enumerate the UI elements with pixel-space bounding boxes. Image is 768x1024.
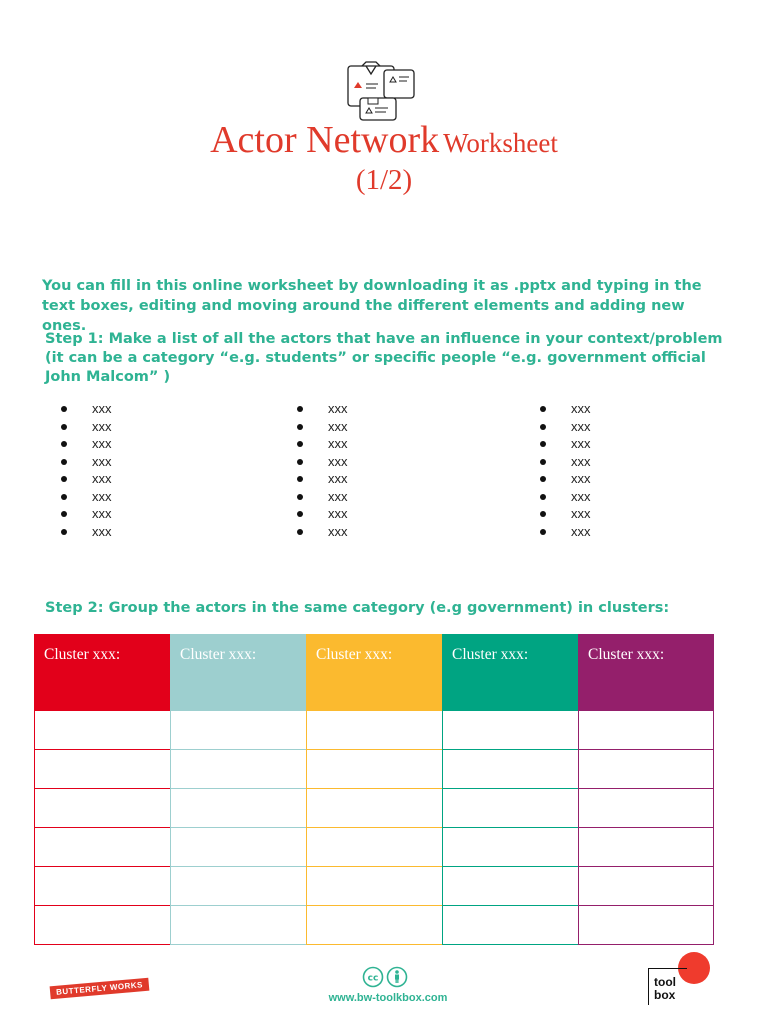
cluster-cell[interactable] [306, 750, 442, 789]
cluster-column [306, 634, 442, 946]
logo-line-2: box [654, 988, 676, 1002]
intro-text: You can fill in this online worksheet by downloading it as .pptx and typing in the text boxes, editing and moving around the different elements and adding new ones. [42, 278, 702, 334]
actor-list-3 [540, 400, 591, 540]
step2-instruction: Step 2: Group the actors in the same category (e.g government) in clusters: [45, 600, 670, 616]
cluster-cell[interactable] [34, 750, 170, 789]
list-item[interactable]: xxx [297, 400, 348, 418]
creative-commons-icon [362, 966, 414, 988]
list-item[interactable]: xxx [540, 523, 591, 541]
cluster-header[interactable]: Cluster xxx: [442, 634, 578, 711]
cluster-cell[interactable] [578, 906, 714, 945]
cluster-cell[interactable] [170, 750, 306, 789]
cluster-cell[interactable] [578, 750, 714, 789]
cluster-cell[interactable] [170, 906, 306, 945]
cluster-column [442, 634, 578, 946]
list-item[interactable]: xxx [540, 470, 591, 488]
cluster-cell[interactable] [34, 906, 170, 945]
actor-list-1 [61, 400, 112, 540]
title-main: Actor Network [210, 119, 440, 161]
cluster-header[interactable]: Cluster xxx: [578, 634, 714, 711]
list-item[interactable]: xxx [297, 418, 348, 436]
logo-line-1: tool [654, 975, 676, 989]
butterfly-works-logo: BUTTERFLY WORKS [50, 978, 150, 1000]
list-item[interactable]: xxx [540, 435, 591, 453]
cluster-cell[interactable] [442, 711, 578, 750]
list-item[interactable]: xxx [61, 523, 112, 541]
toolbox-logo [648, 952, 720, 1004]
cluster-cell[interactable] [578, 867, 714, 906]
list-item[interactable]: xxx [297, 453, 348, 471]
page-number: (1/2) [355, 164, 413, 196]
cluster-header[interactable]: Cluster xxx: [34, 634, 170, 711]
list-item[interactable]: xxx [61, 400, 112, 418]
cluster-cell[interactable] [306, 711, 442, 750]
cluster-cell[interactable] [170, 789, 306, 828]
cluster-header[interactable]: Cluster xxx: [306, 634, 442, 711]
cluster-column [578, 634, 714, 946]
title-sub: Worksheet [443, 128, 558, 158]
cluster-cell[interactable] [442, 828, 578, 867]
list-item[interactable]: xxx [61, 470, 112, 488]
cluster-cell[interactable] [306, 867, 442, 906]
cluster-column [34, 634, 170, 946]
svg-text:cc: cc [367, 973, 379, 984]
cluster-column [170, 634, 306, 946]
list-item[interactable]: xxx [297, 435, 348, 453]
cluster-cell[interactable] [306, 789, 442, 828]
list-item[interactable]: xxx [61, 505, 112, 523]
cluster-cell[interactable] [170, 828, 306, 867]
list-item[interactable]: xxx [297, 505, 348, 523]
cluster-table [34, 634, 714, 946]
cluster-cell[interactable] [578, 789, 714, 828]
cluster-cell[interactable] [442, 867, 578, 906]
footer-url[interactable]: www.bw-toolkbox.com [328, 992, 448, 1004]
cluster-cell[interactable] [34, 828, 170, 867]
cluster-cell[interactable] [442, 789, 578, 828]
cluster-header[interactable]: Cluster xxx: [170, 634, 306, 711]
list-item[interactable]: xxx [540, 418, 591, 436]
id-cards-icon [340, 60, 426, 124]
list-item[interactable]: xxx [297, 523, 348, 541]
cluster-cell[interactable] [578, 828, 714, 867]
cluster-cell[interactable] [170, 867, 306, 906]
cluster-cell[interactable] [34, 789, 170, 828]
actor-list-2 [297, 400, 348, 540]
list-item[interactable]: xxx [297, 488, 348, 506]
cluster-cell[interactable] [306, 828, 442, 867]
list-item[interactable]: xxx [61, 453, 112, 471]
list-item[interactable]: xxx [540, 400, 591, 418]
list-item[interactable]: xxx [61, 418, 112, 436]
page-title [0, 118, 768, 162]
cluster-cell[interactable] [442, 750, 578, 789]
list-item[interactable]: xxx [61, 435, 112, 453]
cluster-cell[interactable] [170, 711, 306, 750]
cluster-cell[interactable] [306, 906, 442, 945]
list-item[interactable]: xxx [61, 488, 112, 506]
list-item[interactable]: xxx [540, 453, 591, 471]
list-item[interactable]: xxx [297, 470, 348, 488]
list-item[interactable]: xxx [540, 505, 591, 523]
cluster-cell[interactable] [34, 867, 170, 906]
list-item[interactable]: xxx [540, 488, 591, 506]
cluster-cell[interactable] [34, 711, 170, 750]
step1-instruction: Step 1: Make a list of all the actors that have an influence in your context/problem (it can be a category “e.g. students” or specific people “e.g. government official John Malcom” ) [45, 331, 723, 385]
cluster-cell[interactable] [442, 906, 578, 945]
cluster-cell[interactable] [578, 711, 714, 750]
